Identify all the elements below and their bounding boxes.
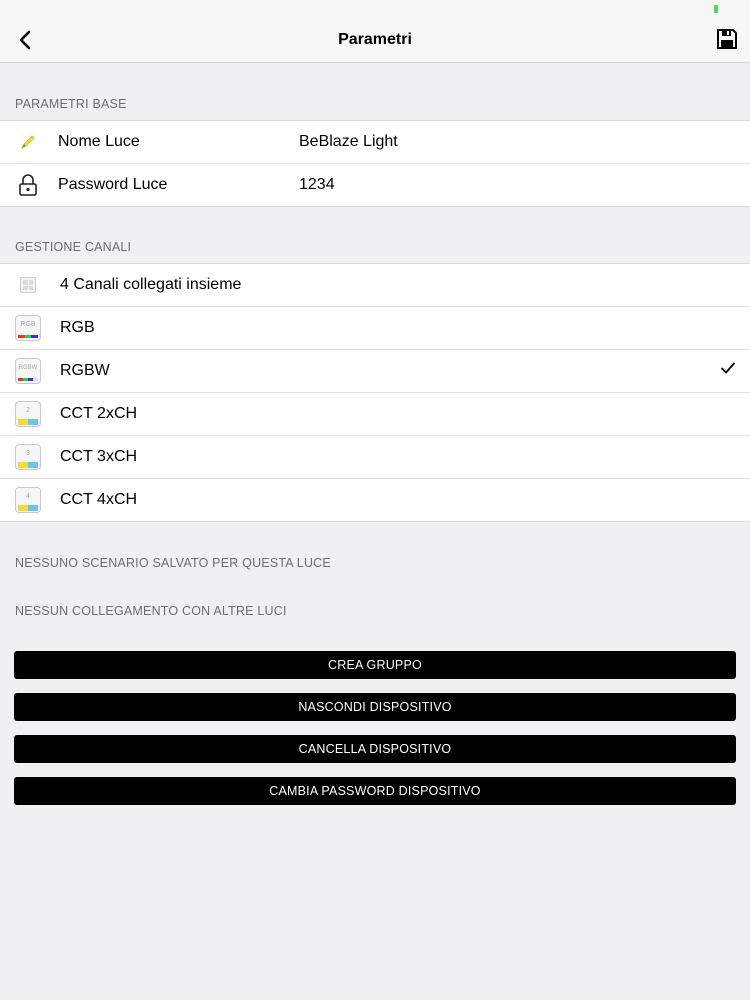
base-parameters-group <box>0 120 750 207</box>
channel-option-label: CCT 2xCH <box>60 405 138 422</box>
navigation-bar <box>0 18 750 63</box>
status-bar <box>0 0 750 18</box>
floppy-disk-icon[interactable] <box>714 26 740 52</box>
cct-2-icon: 2 <box>14 401 42 427</box>
channel-management-group <box>0 263 750 522</box>
no-link-message: NESSUN COLLEGAMENTO CON ALTRE LUCI <box>15 604 287 618</box>
channel-option-label: 4 Canali collegati insieme <box>60 276 242 293</box>
light-password-value[interactable]: 1234 <box>299 176 335 193</box>
linked-channels-icon <box>14 272 42 298</box>
rgbw-icon: RGBW <box>14 358 42 384</box>
channel-option-label: RGBW <box>60 362 110 379</box>
channel-option-label: CCT 4xCH <box>60 491 138 508</box>
battery-icon <box>714 5 718 13</box>
channel-option-rgb[interactable] <box>0 307 750 350</box>
cct-3-icon: 3 <box>14 444 42 470</box>
lock-icon <box>14 172 42 198</box>
change-password-button[interactable]: CAMBIA PASSWORD DISPOSITIVO <box>14 777 736 805</box>
channel-option-cct-2[interactable] <box>0 393 750 436</box>
channel-option-label: RGB <box>60 319 95 336</box>
hide-device-button[interactable]: NASCONDI DISPOSITIVO <box>14 693 736 721</box>
create-group-button[interactable]: CREA GRUPPO <box>14 651 736 679</box>
checkmark-icon <box>720 360 736 376</box>
row-label: Password Luce <box>58 176 168 193</box>
delete-device-button[interactable]: CANCELLA DISPOSITIVO <box>14 735 736 763</box>
pencil-icon <box>14 129 42 155</box>
channel-option-cct-4[interactable] <box>0 479 750 521</box>
section-header-base: PARAMETRI BASE <box>15 97 127 111</box>
channel-option-4-linked[interactable] <box>0 264 750 307</box>
section-header-channels: GESTIONE CANALI <box>15 240 132 254</box>
channel-option-cct-3[interactable] <box>0 436 750 479</box>
no-scenario-message: NESSUNO SCENARIO SALVATO PER QUESTA LUCE <box>15 556 331 570</box>
channel-option-label: CCT 3xCH <box>60 448 138 465</box>
row-light-password[interactable] <box>0 164 750 206</box>
row-label: Nome Luce <box>58 133 140 150</box>
page-title: Parametri <box>338 31 412 48</box>
row-light-name[interactable] <box>0 121 750 164</box>
rgb-icon: RGB <box>14 315 42 341</box>
channel-option-rgbw[interactable] <box>0 350 750 393</box>
light-name-value[interactable]: BeBlaze Light <box>299 133 398 150</box>
cct-4-icon: 4 <box>14 487 42 513</box>
